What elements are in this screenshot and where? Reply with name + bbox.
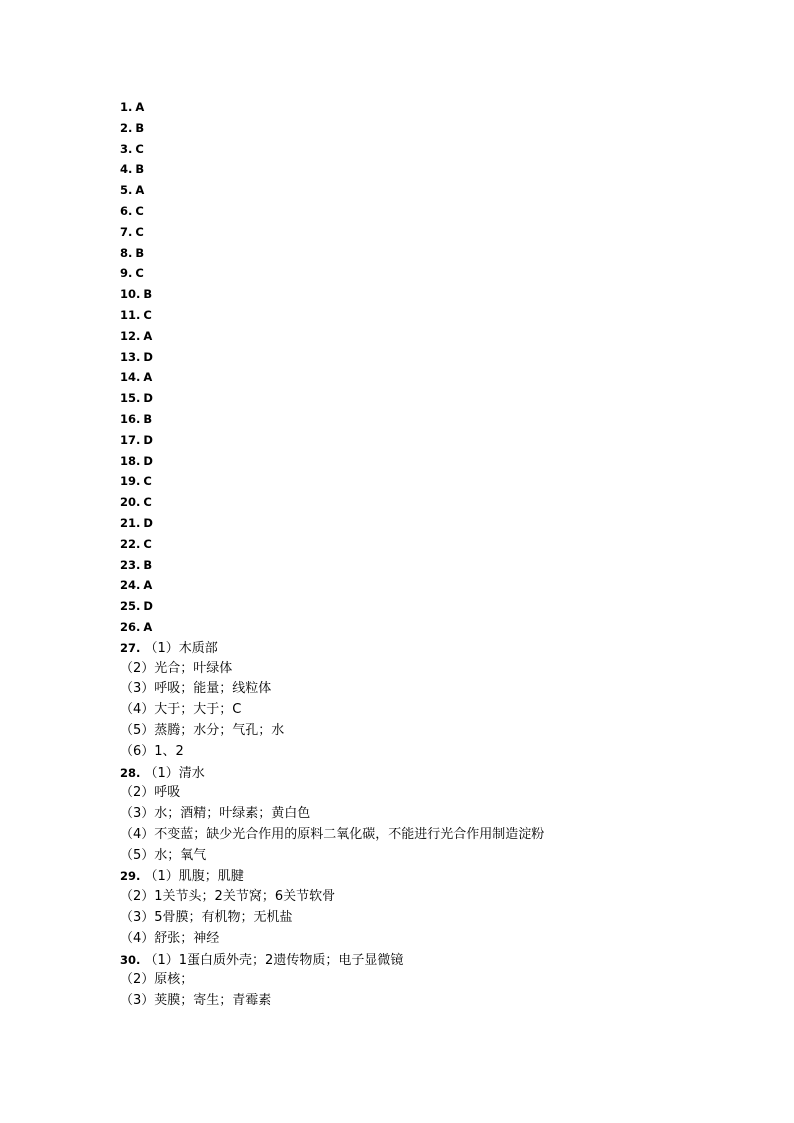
question-number: 29.: [120, 869, 141, 884]
answer-line: [120, 596, 720, 617]
answer-line: [120, 284, 720, 305]
subpart-text: （2）光合；叶绿体: [120, 660, 233, 676]
answer-line: [120, 201, 720, 222]
question-number: 26.: [120, 619, 141, 634]
question-number: 28.: [120, 765, 141, 780]
subpart-text: （2）1关节头；2关节窝；6关节软骨: [120, 889, 336, 905]
subpart-text: （1）木质部: [144, 640, 218, 656]
question-number: 10.: [120, 287, 141, 302]
answer-line: [120, 513, 720, 534]
answer-choice: D: [143, 432, 153, 447]
subpart-text: （6）1、2: [120, 743, 184, 759]
answer-choice: D: [143, 599, 153, 614]
question-number: 17.: [120, 432, 141, 447]
question-28: [120, 763, 720, 867]
answer-subpart: [120, 804, 720, 825]
question-number: 4.: [120, 162, 133, 177]
question-number: 21.: [120, 515, 141, 530]
subpart-text: （4）不变蓝；缺少光合作用的原料二氧化碳，不能进行光合作用制造淀粉: [120, 826, 545, 842]
answer-subpart: [120, 721, 720, 742]
question-number: 14.: [120, 370, 141, 385]
subpart-text: （2）呼吸: [120, 785, 181, 801]
question-number: 15.: [120, 391, 141, 406]
answer-line: [120, 575, 720, 596]
answer-line: [120, 243, 720, 264]
answer-choice: B: [143, 287, 153, 302]
answer-choice: C: [143, 307, 152, 322]
answer-choice: A: [143, 370, 153, 385]
question-number: 30.: [120, 952, 141, 967]
question-27: [120, 638, 720, 763]
answer-line: [120, 305, 720, 326]
question-number: 25.: [120, 599, 141, 614]
answer-choice: D: [143, 515, 153, 530]
question-number: 9.: [120, 266, 133, 281]
question-number: 19.: [120, 474, 141, 489]
answer-choice: A: [143, 328, 153, 343]
subpart-text: （5）蒸腾；水分；气孔；水: [120, 722, 285, 738]
answer-choice: D: [143, 349, 153, 364]
answer-choice: A: [143, 578, 153, 593]
subpart-text: （1）肌腹；肌腱: [144, 869, 244, 885]
question-number: 16.: [120, 411, 141, 426]
question-number: 22.: [120, 536, 141, 551]
question-29: [120, 866, 720, 949]
answer-choice: B: [135, 120, 145, 135]
question-number: 1.: [120, 100, 133, 114]
answer-choice: C: [143, 495, 152, 510]
subpart-text: （3）5骨膜；有机物；无机盐: [120, 910, 293, 926]
answer-subpart: [120, 783, 720, 804]
answer-subpart: [120, 866, 720, 887]
answer-subpart: [120, 679, 720, 700]
answer-choice: C: [135, 141, 144, 156]
answer-choice: A: [143, 619, 153, 634]
question-30: [120, 950, 720, 1012]
answer-subpart: [120, 825, 720, 846]
answer-key: [120, 97, 720, 1012]
answer-choice: A: [135, 100, 145, 114]
answer-choice: A: [135, 183, 145, 198]
answer-subpart: [120, 950, 720, 971]
answer-subpart: [120, 846, 720, 867]
answer-line: [120, 326, 720, 347]
question-number: 5.: [120, 183, 133, 198]
question-number: 12.: [120, 328, 141, 343]
answer-subpart: [120, 638, 720, 659]
answer-choice: C: [135, 224, 144, 239]
answer-line: [120, 430, 720, 451]
answer-subpart: [120, 887, 720, 908]
subpart-text: （4）舒张；神经: [120, 930, 220, 946]
answer-line: [120, 409, 720, 430]
answer-choice: D: [143, 453, 153, 468]
answer-line: [120, 388, 720, 409]
answer-line: [120, 139, 720, 160]
subpart-text: （3）呼吸；能量；线粒体: [120, 681, 272, 697]
answer-choice: D: [143, 391, 153, 406]
answer-choice: B: [143, 557, 153, 572]
question-number: 3.: [120, 141, 133, 156]
question-number: 8.: [120, 245, 133, 260]
answer-choice: B: [135, 162, 145, 177]
answer-subpart: [120, 908, 720, 929]
answer-line: [120, 347, 720, 368]
subpart-text: （4）大于；大于；C: [120, 702, 242, 718]
question-number: 23.: [120, 557, 141, 572]
answer-line: [120, 534, 720, 555]
answer-subpart: [120, 970, 720, 991]
multiple-choice-answers: [120, 97, 720, 638]
answer-line: [120, 118, 720, 139]
answer-subpart: [120, 763, 720, 784]
answer-line: [120, 492, 720, 513]
answer-line: [120, 617, 720, 638]
question-number: 11.: [120, 307, 141, 322]
answer-subpart: [120, 659, 720, 680]
answer-line: [120, 159, 720, 180]
answer-choice: C: [143, 536, 152, 551]
question-number: 7.: [120, 224, 133, 239]
subpart-text: （2）原核；: [120, 972, 194, 988]
answer-subpart: [120, 700, 720, 721]
answer-line: [120, 471, 720, 492]
question-number: 20.: [120, 495, 141, 510]
subpart-text: （1）1蛋白质外壳；2遗传物质；电子显微镜: [144, 952, 404, 968]
answer-subpart: [120, 742, 720, 763]
answer-choice: B: [143, 411, 153, 426]
question-number: 2.: [120, 120, 133, 135]
question-number: 6.: [120, 203, 133, 218]
answer-line: [120, 451, 720, 472]
answer-line: [120, 222, 720, 243]
answer-choice: C: [135, 266, 144, 281]
question-number: 18.: [120, 453, 141, 468]
answer-line: [120, 180, 720, 201]
question-number: 13.: [120, 349, 141, 364]
answer-choice: C: [143, 474, 152, 489]
answer-choice: C: [135, 203, 144, 218]
answer-subpart: [120, 991, 720, 1012]
subpart-text: （3）水；酒精；叶绿素；黄白色: [120, 806, 311, 822]
answer-line: [120, 263, 720, 284]
answer-line: [120, 367, 720, 388]
answer-line: [120, 555, 720, 576]
question-number: 24.: [120, 578, 141, 593]
answer-choice: B: [135, 245, 145, 260]
subpart-text: （1）清水: [144, 765, 205, 781]
answer-line: [120, 97, 720, 118]
subpart-text: （3）荚膜；寄生；青霉素: [120, 993, 272, 1009]
answer-subpart: [120, 929, 720, 950]
question-number: 27.: [120, 640, 141, 655]
subpart-text: （5）水；氧气: [120, 847, 207, 863]
